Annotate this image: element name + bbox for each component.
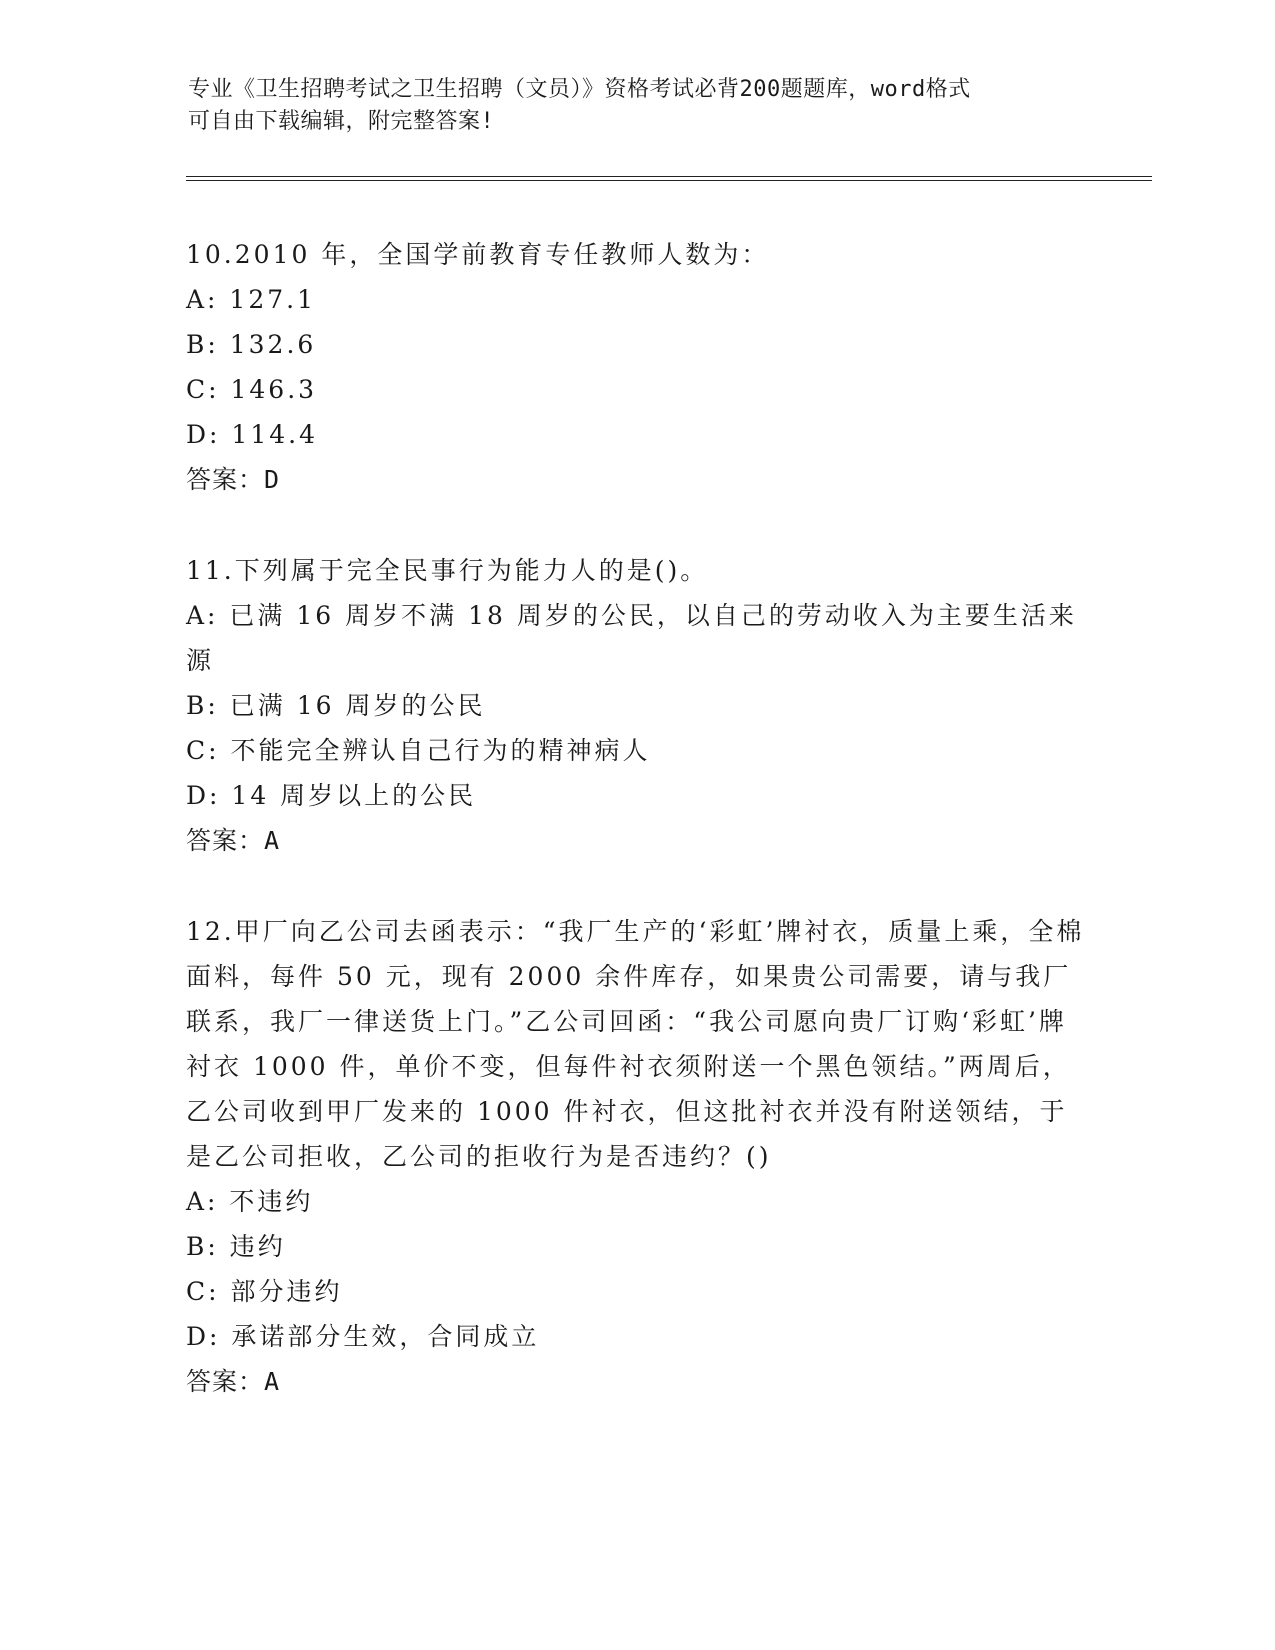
option-c: C: 不能完全辨认自己行为的精神病人 — [186, 736, 651, 765]
option-d: D: 承诺部分生效，合同成立 — [186, 1322, 540, 1351]
question-11 — [186, 548, 1086, 863]
answer-label: 答案：A — [186, 826, 281, 855]
question-list — [186, 232, 1086, 1450]
answer-label: 答案：A — [186, 1367, 281, 1396]
option-c: C: 146.3 — [186, 375, 318, 404]
option-a: A: 已满 16 周岁不满 18 周岁的公民，以自己的劳动收入为主要生活来源 — [186, 601, 1077, 675]
option-d: D: 14 周岁以上的公民 — [186, 781, 477, 810]
question-10 — [186, 232, 1086, 502]
document-header — [188, 74, 1068, 138]
answer-label: 答案：D — [186, 465, 281, 494]
header-divider — [186, 176, 1152, 181]
header-title-line-2: 可自由下载编辑，附完整答案! — [188, 109, 495, 134]
option-d: D: 114.4 — [186, 420, 318, 449]
question-stem: 12.甲厂向乙公司去函表示：“我厂生产的‘彩虹’牌衬衣，质量上乘，全棉面料，每件 50 元，现有 2000 余件库存，如果贵公司需要，请与我厂联系，我厂一律送货上门。”乙公司回函：“我公司愿向贵厂订购‘彩虹’牌衬衣 1000 件，单价不变，但每件衬衣须附送一个黑色领结。”两周后，乙公司收到甲厂发来的 1000 件衬衣，但这批衬衣并没有附送领结，于是乙公司拒收，乙公司的拒收行为是否违约？() — [186, 917, 1085, 1171]
option-a: A: 127.1 — [186, 285, 316, 314]
header-title-line-1: 专业《卫生招聘考试之卫生招聘（文员）》资格考试必背200题题库，word格式 — [188, 77, 971, 102]
option-b: B: 132.6 — [186, 330, 317, 359]
option-b: B: 已满 16 周岁的公民 — [186, 691, 486, 720]
option-a: A: 不违约 — [186, 1187, 314, 1216]
question-stem: 11.下列属于完全民事行为能力人的是()。 — [186, 556, 709, 585]
question-12 — [186, 909, 1086, 1404]
question-stem: 10.2010 年，全国学前教育专任教师人数为： — [186, 240, 770, 269]
option-b: B: 违约 — [186, 1232, 286, 1261]
option-c: C: 部分违约 — [186, 1277, 343, 1306]
